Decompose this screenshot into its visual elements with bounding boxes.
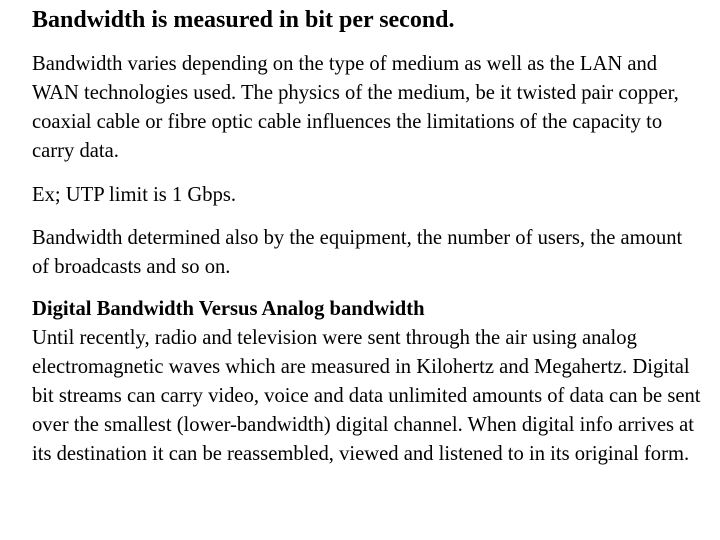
slide-title: Bandwidth is measured in bit per second. xyxy=(32,7,455,33)
paragraph-equipment-factors: Bandwidth determined also by the equipment, the number of users, the amount of broadcasts and so on. xyxy=(32,227,683,278)
paragraph-utp-example: Ex; UTP limit is 1 Gbps. xyxy=(32,184,237,206)
section-digital-vs-analog xyxy=(32,295,702,469)
section-body: Until recently, radio and television were sent through the air using analog electromagnetic waves which are measured in Kilohertz and Megahertz. Digital bit streams can carry video, voice and data unlimited amounts of data can be sent over the smallest (lower-bandwidth) digital channel. When digital info arrives at its destination it can be reassembled, viewed and listened to in its original form. xyxy=(32,327,701,465)
slide-content xyxy=(32,6,702,469)
section-heading: Digital Bandwidth Versus Analog bandwidth xyxy=(32,298,425,320)
paragraph-medium-limitations: Bandwidth varies depending on the type of medium as well as the LAN and WAN technologies used. The physics of the medium, be it twisted pair copper, coaxial cable or fibre optic cable influences the limitations of the capacity to carry data. xyxy=(32,53,679,162)
